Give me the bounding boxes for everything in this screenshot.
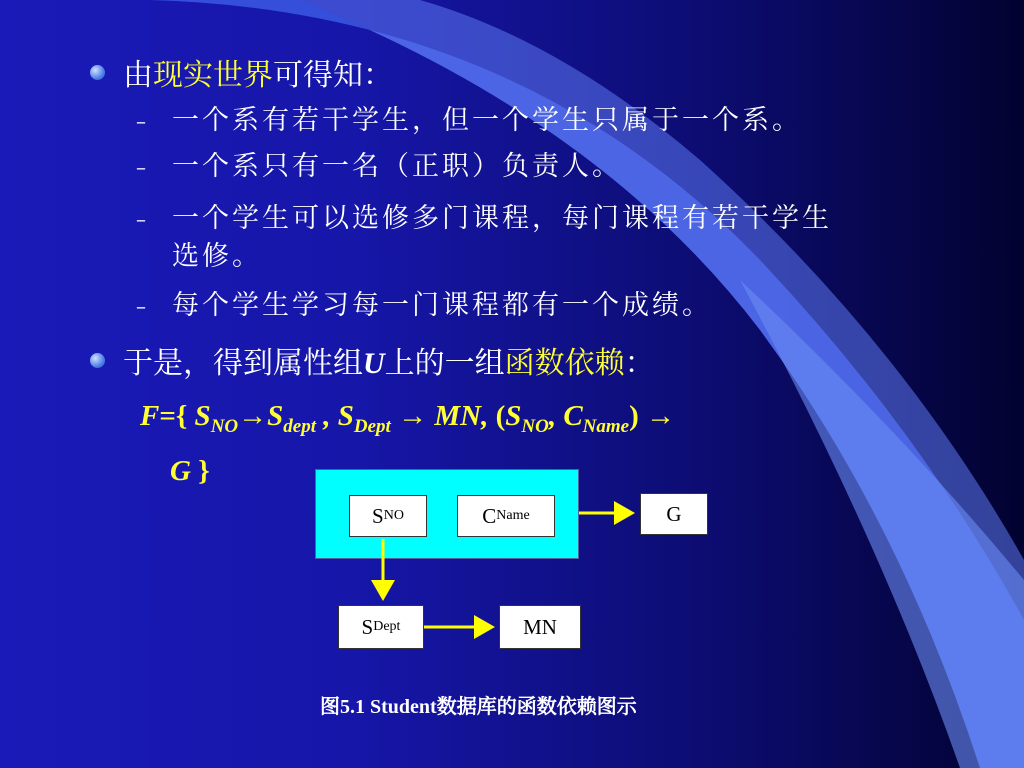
mn-node: MN: [499, 605, 581, 649]
dash-icon: –: [136, 294, 146, 318]
sno-node: S NO: [349, 495, 427, 537]
sdept-node: S Dept: [338, 605, 424, 649]
highlight-real-world: 现实世界: [153, 58, 273, 93]
formula-line-2: G }: [170, 454, 210, 487]
bullet-1-text: 由现实世界可得知：: [123, 58, 393, 93]
formula-line-1: F={ $S_{NO}\to S_{dept}$ , $S_{Dept}$ → MN, ($S_{NO}$, $C_{Name}$) →: [140, 400, 676, 437]
cname-node: C Name: [457, 495, 555, 537]
dash-icon: –: [136, 155, 146, 179]
dash-icon: –: [136, 109, 146, 133]
bullet-2-text: 于是，得到属性组U上的一组函数依赖：: [123, 346, 655, 381]
dash-icon: –: [136, 207, 146, 231]
highlight-functional-dependency: 函数依赖: [504, 346, 625, 381]
g-node: G: [640, 493, 708, 535]
figure-caption: 图5.1 Student数据库的函数依赖图示: [320, 696, 637, 718]
